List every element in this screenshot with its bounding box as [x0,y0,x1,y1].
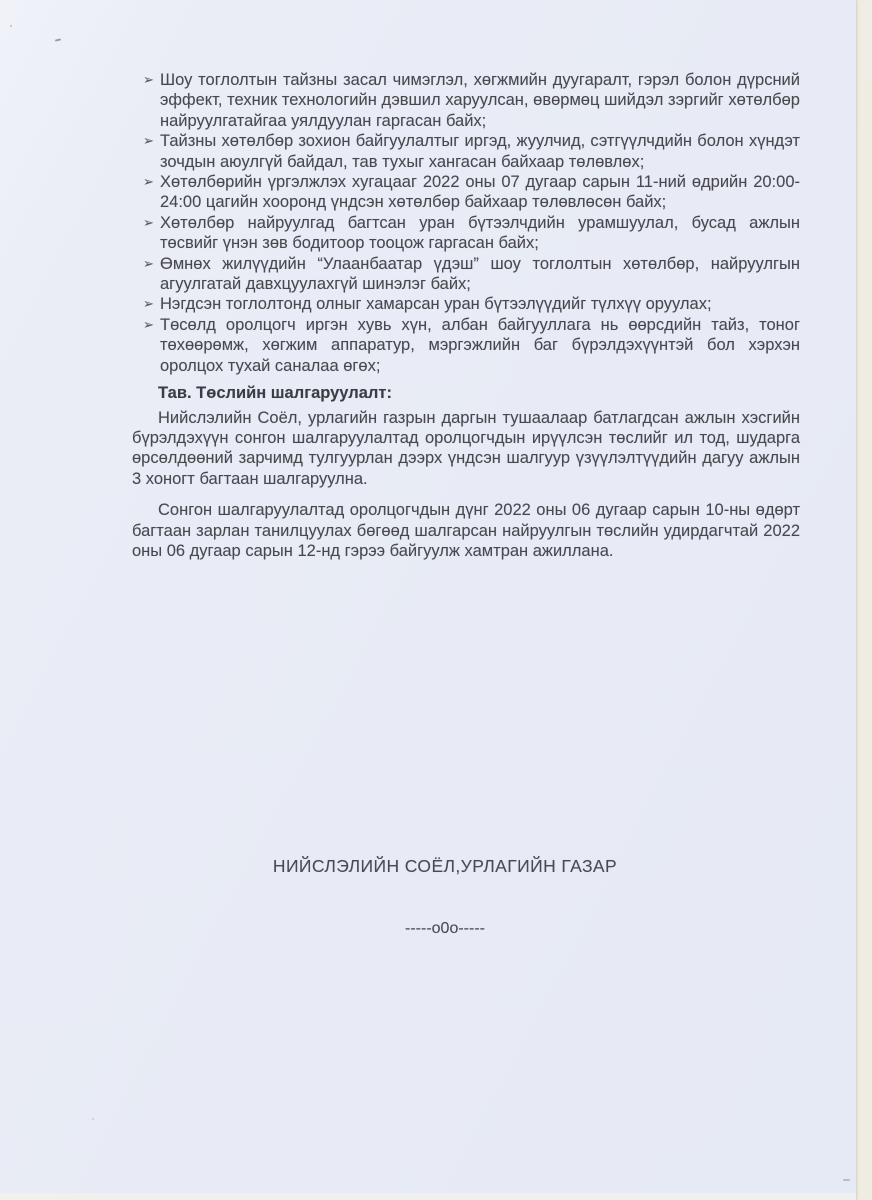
section-heading: Тав. Төслийн шалгаруулалт: [158,384,392,403]
scan-speck [843,1179,850,1181]
footer-organization-name: НИЙСЛЭЛИЙН СОЁЛ,УРЛАГИЙН ГАЗАР [272,856,618,876]
bullet-item-3 [132,172,800,213]
bullet-text: Хөтөлбөр найруулгад багтсан уран бүтээлчдийн урамшуулал, бусад ажлын төсвийг үнэн зөв бодитоор тооцож гаргасан байх; [160,213,800,253]
arrow-bullet-icon: ➢ [143,316,154,332]
bullet-item-2 [132,131,800,172]
bullet-item-1 [132,70,800,131]
scan-speck [92,1118,94,1120]
document-body [132,70,800,561]
arrow-bullet-icon: ➢ [143,174,154,190]
bullet-text: Өмнөх жилүүдийн “Улаанбаатар үдэш” шоу тоглолтын хөтөлбөр, найруулгын агуулгатай давхцуулахгүй шинэлэг байх; [160,254,800,294]
arrow-bullet-icon: ➢ [143,214,154,230]
bullet-text: Төсөлд оролцогч иргэн хувь хүн, албан байгууллага нь өөрсдийн тайз, тоног төхөөрөмж, хөгжим аппаратур, мэргэжлийн баг бүрэлдэхүүнтэй бол хэрхэн оролцох тухай саналаа өгөх; [160,315,800,375]
bullet-text: Нэгдсэн тоглолтонд олныг хамарсан уран бүтээлүүдийг түлхүү оруулах; [160,295,712,314]
arrow-bullet-icon: ➢ [143,296,154,312]
paragraph-results-announcement: Сонгон шалгаруулалтад оролцогчдын дүнг 2022 оны 06 дугаар сарын 10-ны өдөрт багтаан зарлан танилцуулах бөгөөд шалгарсан найруулгын төслийн удирдагчтай 2022 оны 06 дугаар сарын 12-нд гэрээ байгуулж хамтран ажиллана. [132,501,800,560]
arrow-bullet-icon: ➢ [143,133,154,149]
arrow-bullet-icon: ➢ [143,255,154,271]
bullet-item-4 [132,213,800,254]
scan-speck [10,25,12,27]
bullet-text: Хөтөлбөрийн үргэлжлэх хугацааг 2022 оны 07 дугаар сарын 11-ний өдрийн 20:00-24:00 цагийн хооронд үндсэн хөтөлбөр байхаар төлөвлөсөн байх; [160,173,800,212]
bullet-item-6 [132,294,800,314]
bullet-item-5 [132,254,800,295]
paragraph-selection-process: Нийслэлийн Соёл, урлагийн газрын даргын тушаалаар батлагдсан ажлын хэсгийн бүрэлдэхүүн сонгон шалгаруулалтад оролцогчдын ирүүлсэн төслийг ил тод, шударга өрсөлдөөний зарчимд тулгуурлан дээрх үндсэн шалгуур үзүүлэлтүүдийн дагуу ажлын 3 хоногт багтаан шалгаруулна. [132,408,800,488]
bullet-text: Шоу тоглолтын тайзны засал чимэглэл, хөгжмийн дуугаралт, гэрэл болон дүрсний эффект, техник технологийн дэвшил харуулсан, өвөрмөц шийдэл зэргийг хөтөлбөр найруулгатайгаа уялдуулан гаргасан байх; [160,71,800,130]
bullet-text: Тайзны хөтөлбөр зохион байгуулалтыг иргэд, жуулчид, сэтгүүлчдийн болон хүндэт зочдын аюулгүй байдал, тав тухыг хангасан байхаар төлөвлөх; [160,132,800,171]
bullet-item-7 [132,315,800,376]
arrow-bullet-icon: ➢ [143,72,154,87]
criteria-bullet-list [132,70,800,376]
footer-end-divider: -----о0о----- [405,920,485,937]
scan-bottom-edge [0,1193,856,1200]
scan-speck [55,38,61,41]
